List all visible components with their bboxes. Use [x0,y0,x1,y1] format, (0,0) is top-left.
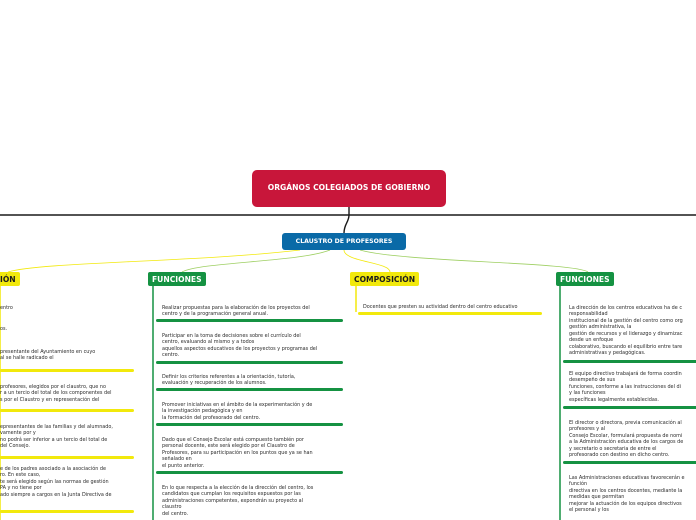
funciones-right-separator [563,360,696,363]
funciones-separator [156,361,343,364]
funciones-right-item: El equipo directivo trabajará de forma coordin desempeño de sus funciones, conforme a las instrucciones del di y las funciones específicas legalmente establecidas. [569,371,682,403]
funciones-right-item: Las Administraciones educativas favorecerán e función directiva en los centros docentes, mediante la medidas que permitan mejorar la actuación de los equipos directivos el personal y los [569,475,685,514]
composicion-label: COMPOSICIÓN [354,274,416,284]
connector-to-left-funciones [182,250,330,272]
funciones-separator [156,319,343,322]
funciones-right-item: La dirección de los centros educativos ha de c responsabilidad institucional de la gestión del centro como org gestión administrativa, la gestión de recursos y el liderazgo y dinamizac desde un enfoque colaborativo, buscando el equilibrio entre tare administrativas y pedagógicas. [569,305,683,357]
funciones-separator [156,423,343,426]
composicion-separator [0,409,134,412]
consejo-composicion-tag[interactable] [0,272,20,286]
composicion-separator [0,510,134,513]
consejo-composicion-item: os. [0,326,8,332]
claustro-connector [344,215,349,233]
composicion-separator [0,369,134,372]
claustro-title: CLAUSTRO DE PROFESORES [295,238,393,245]
funciones-right-separator [563,461,696,464]
composicion-separator [358,312,542,315]
funciones-item: En lo que respecta a la elección de la dirección del centro, los candidatos que cumplan los requisitos expuestos por las administraciones competentes, expondrán su proyecto al claustro del centro. [162,485,314,517]
root-node[interactable] [252,170,446,207]
root-title: ORGÁNOS COLEGIADOS DE GOBIERNO [267,183,431,193]
funciones-right-separator [563,406,696,409]
funciones-item: Promover iniciativas en el ámbito de la experimentación y de la investigación pedagógica y en la formación del profesorado del centro. [162,402,313,421]
composicion-item: Docentes que presten su actividad dentro del centro educativo [363,304,518,310]
composicion-separator [0,456,134,459]
claustro-node[interactable] [282,233,406,250]
funciones-separator [156,471,343,474]
claustro-funciones-tag[interactable] [148,272,206,286]
funciones-right-item: El director o directora, previa comunicación al profesores y al Consejo Escolar, formulará propuesta de nomi a la Administración educativa de los cargos de y secretario o secretaria de entre el profesorado con destino en dicho centro. [569,420,684,459]
funciones-item: Participar en la toma de decisiones sobre el currículo del centro, evaluando al mismo y a todos aquellos aspectos educativos de los proyectos y programas del centro. [162,333,318,359]
funciones-item: Realizar propuestas para la elaboración de los proyectos del centro y de la programación general anual. [162,305,310,318]
funciones-right-tag[interactable] [556,272,614,286]
connector-to-composicion [344,250,390,272]
consejo-composicion-item: profesores, elegidos por el claustro, que no r a un tercio del total de los componentes del s por el Claustro y en representación del [0,384,112,403]
funciones-right-label: FUNCIONES [560,274,610,284]
funciones-item: Dado que el Consejo Escolar está compuesto también por personal docente, este será elegido por el Claustro de Profesores, para su participación en los puntos que ya se han señalado en el punto anterior. [162,437,313,469]
funciones-separator [156,388,343,391]
funciones-item: Definir los criterios referentes a la orientación, tutoría, evaluación y recuperación de los alumnos. [162,374,296,387]
consejo-composicion-item: presentante del Ayuntamiento en cuyo al se halle radicado el [0,349,96,362]
consejo-composicion-item: e de los padres asociado a la asociación de ro. En este caso, te será elegido según las normas de gestión PA y no tiene por ado siempre a cargos en la Junta Directiva de [0,466,112,498]
consejo-composicion-item: epresentantes de las familias y del alumnado, vamente por y no podrá ser inferior a un tercio del total de del Consejo. [0,424,113,450]
consejo-composicion-item: entro [0,305,13,311]
connector-to-right-funciones [360,250,588,272]
consejo-composicion-label: IÓN [0,274,16,284]
funciones-label: FUNCIONES [152,274,202,284]
claustro-composicion-tag[interactable] [350,272,419,286]
